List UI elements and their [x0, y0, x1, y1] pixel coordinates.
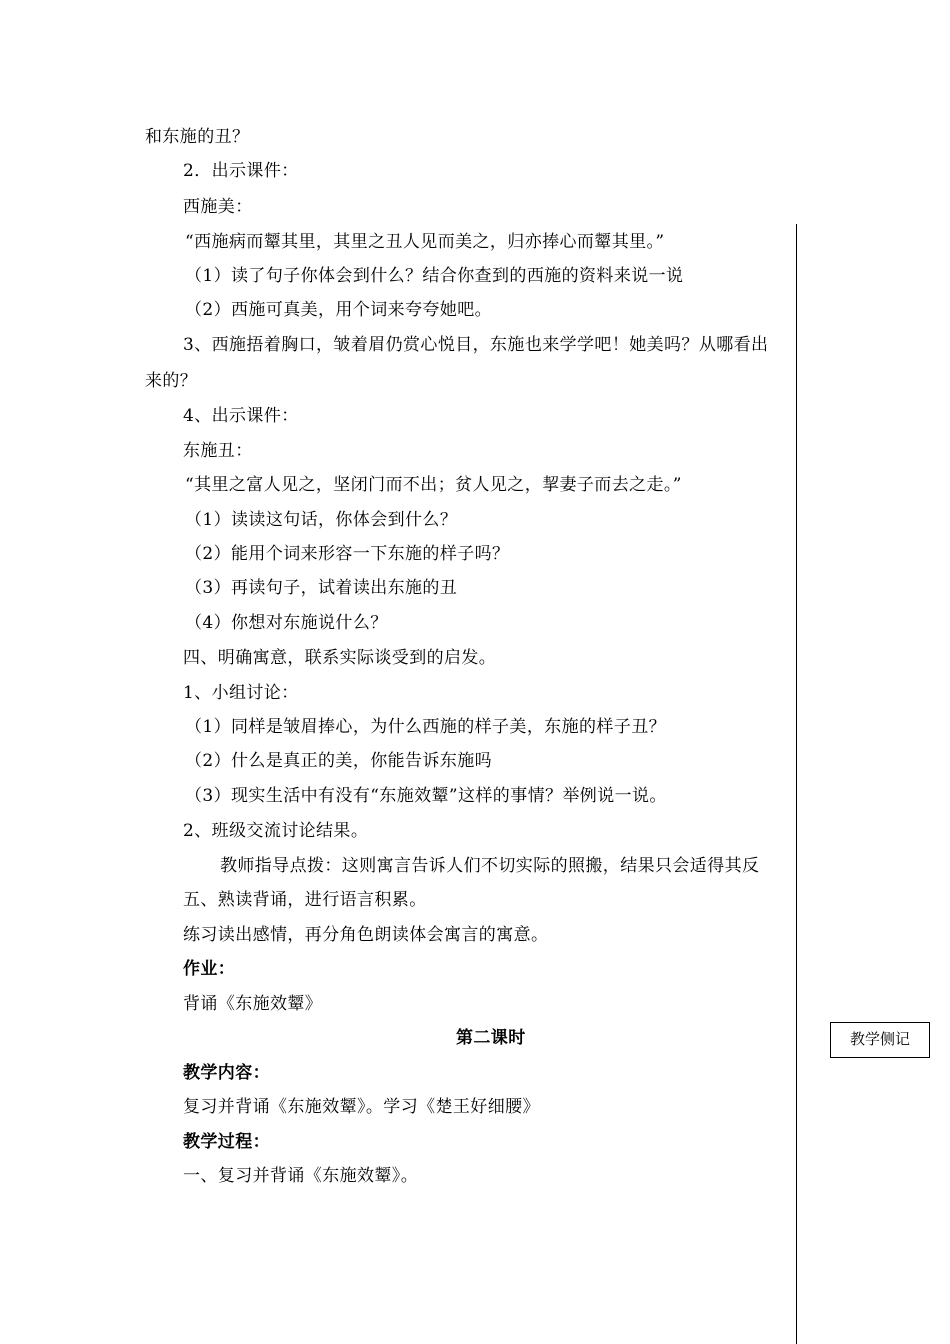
question-line: （2）西施可真美，用个词来夸夸她吧。: [185, 300, 493, 320]
question-line: （3）再读句子，试着读出东施的丑: [185, 578, 458, 598]
text-line: 1、小组讨论：: [183, 683, 299, 703]
content-heading: 教学内容：: [183, 1063, 270, 1083]
text-line: 和东施的丑？: [145, 127, 250, 147]
question-line: （1）读了句子你体会到什么？结合你查到的西施的资料来说一说: [185, 266, 684, 286]
text-line: 东施丑：: [183, 441, 253, 461]
text-line: 来的？: [145, 371, 198, 391]
text-line: 2、班级交流讨论结果。: [183, 821, 369, 841]
section-heading: 四、明确寓意，联系实际谈受到的启发。: [183, 648, 497, 668]
text-line: 4、出示课件：: [183, 406, 299, 426]
process-heading: 教学过程：: [183, 1132, 270, 1152]
text-line: 西施美：: [183, 197, 253, 217]
homework-heading: 作业：: [183, 959, 236, 979]
text-line: 2．出示课件：: [183, 161, 299, 181]
margin-divider-line: [796, 224, 797, 1344]
quote-line: “西施病而颦其里，其里之丑人见而美之，归亦捧心而颦其里。”: [185, 232, 665, 252]
text-line: 3、西施捂着胸口，皱着眉仍赏心悦目，东施也来学学吧！她美吗？从哪看出: [183, 335, 769, 355]
quote-line: “其里之富人见之，坚闭门而不出；贫人见之，挈妻子而去之走。”: [185, 475, 682, 495]
side-note-box: 教学侧记: [830, 1022, 930, 1058]
question-line: （1）同样是皱眉捧心，为什么西施的样子美，东施的样子丑？: [185, 717, 667, 737]
homework-text: 背诵《东施效颦》: [183, 994, 323, 1014]
text-line: 教师指导点拨：这则寓言告诉人们不切实际的照搬，结果只会适得其反: [220, 856, 760, 876]
question-line: （2）什么是真正的美，你能告诉东施吗: [185, 751, 493, 771]
question-line: （1）读读这句话，你体会到什么？: [185, 510, 458, 530]
text-line: 复习并背诵《东施效颦》。学习《楚王好细腰》: [183, 1097, 540, 1117]
question-line: （2）能用个词来形容一下东施的样子吗？: [185, 544, 510, 564]
text-line: 练习读出感情，再分角色朗读体会寓言的寓意。: [183, 925, 549, 945]
lesson-title: 第二课时: [456, 1028, 526, 1048]
question-line: （4）你想对东施说什么？: [185, 613, 388, 633]
section-heading: 一、复习并背诵《东施效颦》。: [183, 1166, 419, 1186]
section-heading: 五、熟读背诵，进行语言积累。: [183, 890, 427, 910]
question-line: （3）现实生活中有没有“东施效颦”这样的事情？举例说一说。: [185, 786, 667, 806]
